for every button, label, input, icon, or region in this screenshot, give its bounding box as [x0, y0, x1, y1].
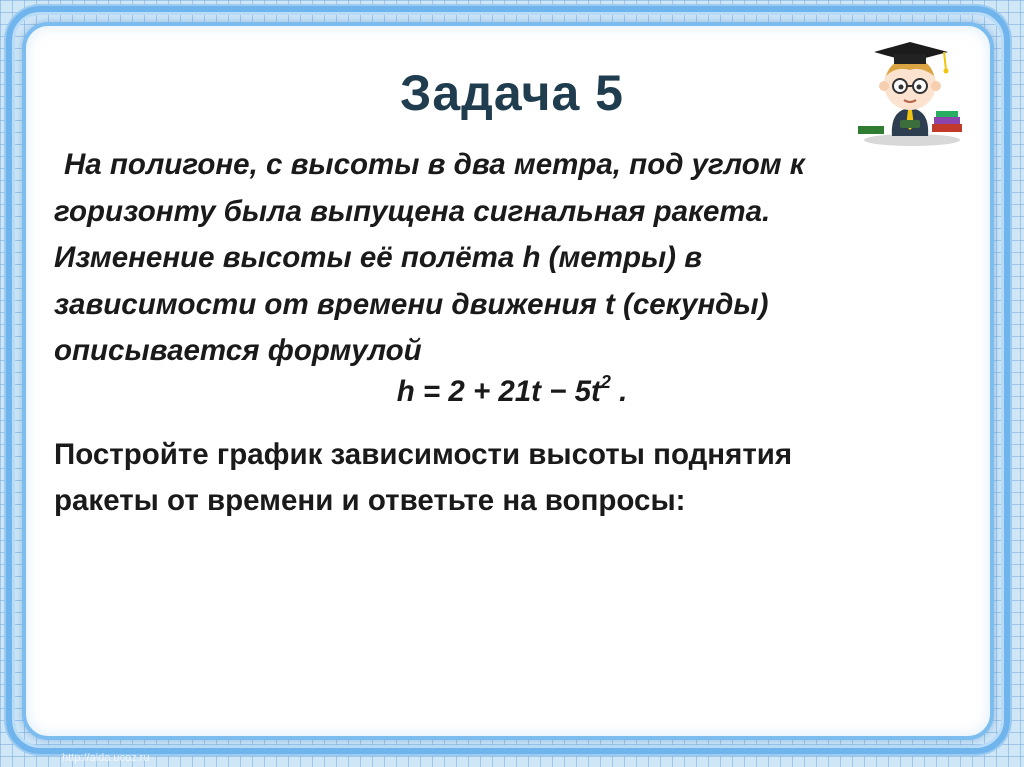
problem-line: На полигоне, с высоты в два метра, под углом к: [64, 148, 805, 181]
scholar-icon: [852, 36, 968, 148]
formula-main: h = 2 + 21t − 5t: [396, 374, 601, 408]
problem-line: горизонту была выпущена сигнальная ракета.: [54, 194, 771, 228]
task-line: ракеты от времени и ответьте на вопросы:: [54, 484, 686, 517]
task-line: Постройте график зависимости высоты поднятия: [54, 438, 793, 471]
problem-line: зависимости от времени движения t (секунды): [54, 287, 769, 321]
watermark: http://aida.ucoz.ru: [62, 752, 150, 764]
formula-exponent: 2: [600, 372, 611, 392]
problem-line: Изменение высоты её полёта h (метры) в: [54, 241, 703, 274]
slide-title: Задача 5: [400, 65, 624, 121]
problem-line: описывается формулой: [54, 334, 422, 367]
formula-tail: .: [610, 374, 628, 408]
task-statement: [54, 432, 914, 524]
problem-statement: [54, 142, 884, 375]
formula: [0, 374, 1024, 409]
